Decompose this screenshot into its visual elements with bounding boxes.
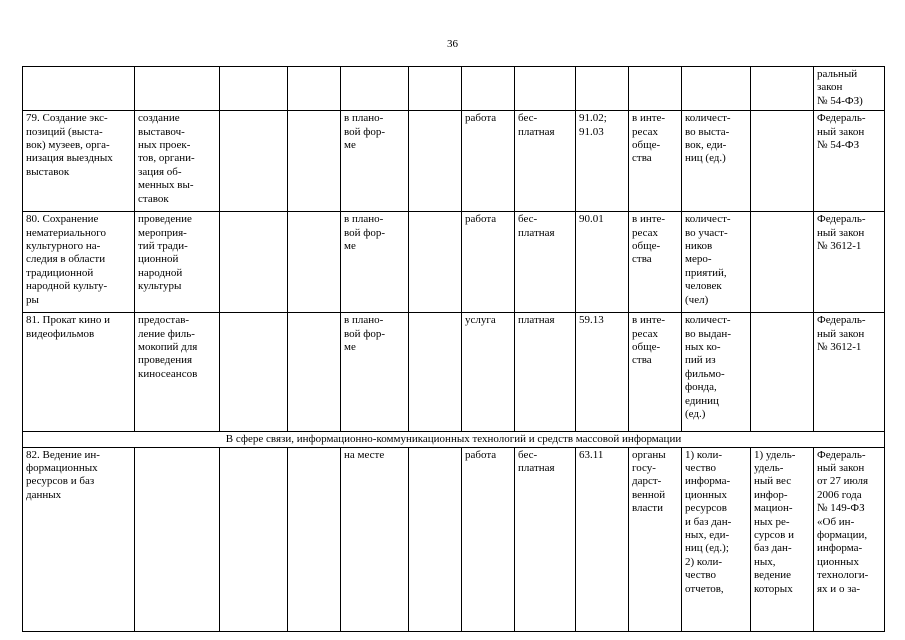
- table-cell: [341, 67, 409, 111]
- type-cell: работа: [462, 111, 515, 212]
- law-cell: Федераль- ный закон от 27 июля 2006 года № 149-ФЗ «Об ин- формации, информа- ционных технологи- ях и о за-: [814, 447, 885, 631]
- table-row: [23, 111, 885, 212]
- code-cell: 91.02; 91.03: [576, 111, 629, 212]
- table-cell: [629, 67, 682, 111]
- payment-cell: бес- платная: [515, 447, 576, 631]
- law-cell: Федераль- ный закон № 54-ФЗ: [814, 111, 885, 212]
- table-cell: [576, 67, 629, 111]
- table-cell: [682, 67, 751, 111]
- service-content-cell: создание выставоч- ных проек- тов, органи- зация об- менных вы- ставок: [135, 111, 220, 212]
- section-row: [23, 432, 885, 447]
- form-cell: в плано- вой фор- ме: [341, 313, 409, 432]
- volume-indicator-cell: количест- во выдан- ных ко- пий из фильмо- фонда, единиц (ед.): [682, 313, 751, 432]
- type-cell: работа: [462, 212, 515, 313]
- quality-indicator-cell: 1) удель- удель- ный вес инфор- мацион- ных ре- сурсов и баз дан- ных, ведение которых: [751, 447, 814, 631]
- type-cell: работа: [462, 447, 515, 631]
- services-table: [22, 66, 885, 632]
- payment-cell: платная: [515, 313, 576, 432]
- volume-indicator-cell: количест- во выста- вок, еди- ниц (ед.): [682, 111, 751, 212]
- table-row: [23, 313, 885, 432]
- table-cell: [409, 212, 462, 313]
- table-cell: [220, 313, 288, 432]
- law-cell: Федераль- ный закон № 3612-1: [814, 212, 885, 313]
- table-cell: [515, 67, 576, 111]
- table-cell: [409, 67, 462, 111]
- law-cell: Федераль- ный закон № 3612-1: [814, 313, 885, 432]
- consumer-cell: в инте- ресах обще- ства: [629, 313, 682, 432]
- form-cell: на месте: [341, 447, 409, 631]
- section-header: В сфере связи, информационно-коммуникационных технологий и средств массовой информации: [23, 432, 885, 447]
- table-row: [23, 447, 885, 631]
- consumer-cell: органы госу- дарст- венной власти: [629, 447, 682, 631]
- payment-cell: бес- платная: [515, 212, 576, 313]
- quality-indicator-cell: [751, 111, 814, 212]
- volume-indicator-cell: 1) коли- чество информа- ционных ресурсов и баз дан- ных, еди- ниц (ед.); 2) коли- чество отчетов,: [682, 447, 751, 631]
- table-cell: [220, 447, 288, 631]
- type-cell: услуга: [462, 313, 515, 432]
- quality-indicator-cell: [751, 212, 814, 313]
- table-cell: [288, 447, 341, 631]
- payment-cell: бес- платная: [515, 111, 576, 212]
- code-cell: 90.01: [576, 212, 629, 313]
- table-row: [23, 67, 885, 111]
- table-cell: [288, 111, 341, 212]
- service-name-cell: 82. Ведение ин- формационных ресурсов и баз данных: [23, 447, 135, 631]
- table-cell: [23, 67, 135, 111]
- table-cell: [751, 67, 814, 111]
- table-cell: [135, 67, 220, 111]
- service-content-cell: предостав- ление филь- мокопий для проведения киносеансов: [135, 313, 220, 432]
- table-cell: [409, 111, 462, 212]
- table-row: [23, 212, 885, 313]
- service-name-cell: 80. Сохранение нематериального культурного на- следия в области традиционной народной культу- ры: [23, 212, 135, 313]
- table-cell: [220, 111, 288, 212]
- table-cell: [288, 67, 341, 111]
- table-cell: [288, 212, 341, 313]
- table-cell: ральный закон № 54-ФЗ): [814, 67, 885, 111]
- quality-indicator-cell: [751, 313, 814, 432]
- form-cell: в плано- вой фор- ме: [341, 212, 409, 313]
- service-name-cell: 81. Прокат кино и видеофильмов: [23, 313, 135, 432]
- code-cell: 63.11: [576, 447, 629, 631]
- consumer-cell: в инте- ресах обще- ства: [629, 212, 682, 313]
- form-cell: в плано- вой фор- ме: [341, 111, 409, 212]
- consumer-cell: в инте- ресах обще- ства: [629, 111, 682, 212]
- table-cell: [220, 67, 288, 111]
- code-cell: 59.13: [576, 313, 629, 432]
- table-cell: [288, 313, 341, 432]
- table-cell: [220, 212, 288, 313]
- table-cell: [409, 447, 462, 631]
- page-number: 36: [447, 38, 458, 50]
- service-name-cell: 79. Создание экс- позиций (выста- вок) музеев, орга- низация выездных выставок: [23, 111, 135, 212]
- service-content-cell: проведение мероприя- тий тради- ционной народной культуры: [135, 212, 220, 313]
- volume-indicator-cell: количест- во участ- ников меро- приятий, человек (чел): [682, 212, 751, 313]
- table-cell: [409, 313, 462, 432]
- table-cell: [462, 67, 515, 111]
- table-cell: [135, 447, 220, 631]
